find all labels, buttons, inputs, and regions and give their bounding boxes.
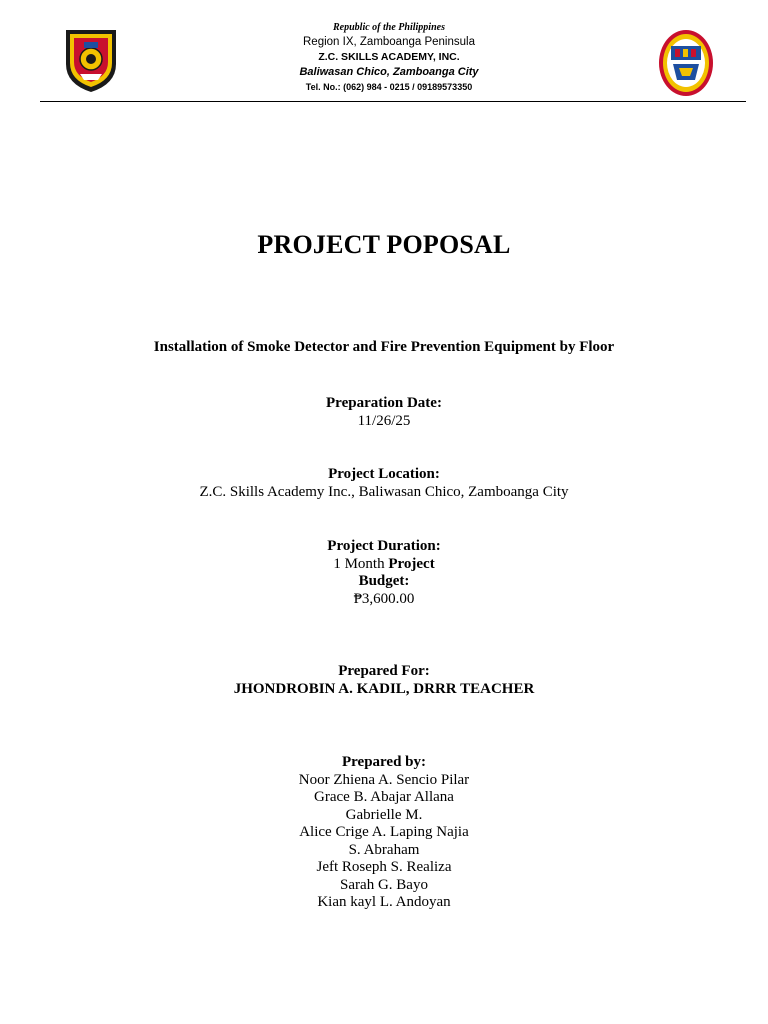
budget-label-part1: Project bbox=[388, 555, 435, 572]
prepared-for-value: JHONDROBIN A. KADIL, DRRR TEACHER bbox=[233, 680, 535, 697]
author-name: Kian kayl L. Andoyan bbox=[317, 894, 451, 910]
author-name: Jeft Roseph S. Realiza bbox=[316, 859, 452, 875]
header-divider bbox=[40, 101, 746, 102]
author-name: Grace B. Abajar Allana bbox=[314, 789, 454, 805]
budget-value: ₱3,600.00 bbox=[353, 590, 415, 607]
project-duration-section bbox=[0, 538, 768, 608]
school-address: Baliwasan Chico, Zamboanga City bbox=[299, 66, 479, 78]
telephone-line: Tel. No.: (062) 984 - 0215 / 09189573350 bbox=[305, 82, 473, 92]
letterhead-text bbox=[234, 20, 544, 95]
preparation-date-value: 11/26/25 bbox=[357, 412, 411, 429]
author-name: S. Abraham bbox=[348, 841, 420, 858]
preparation-date-label: Preparation Date: bbox=[326, 395, 442, 411]
region-line: Region IX, Zamboanga Peninsula bbox=[303, 36, 475, 48]
letterhead bbox=[0, 0, 768, 104]
republic-line: Republic of the Philippines bbox=[333, 22, 445, 33]
school-name: Z.C. SKILLS ACADEMY, INC. bbox=[318, 51, 460, 63]
author-name: Sarah G. Bayo bbox=[340, 876, 428, 893]
author-name: Noor Zhiena A. Sencio Pilar bbox=[298, 771, 470, 788]
project-duration-label: Project Duration: bbox=[327, 538, 441, 554]
project-location-section bbox=[0, 466, 768, 501]
project-subtitle: Installation of Smoke Detector and Fire Prevention Equipment by Floor bbox=[153, 339, 615, 355]
budget-label-part2: Budget: bbox=[358, 573, 410, 589]
prepared-by-section bbox=[0, 754, 768, 912]
prepared-by-label: Prepared by: bbox=[341, 754, 427, 770]
school-seal-logo bbox=[62, 24, 120, 94]
project-location-value: Z.C. Skills Academy Inc., Baliwasan Chico, Zamboanga City bbox=[199, 483, 569, 500]
deped-seal-logo bbox=[657, 28, 715, 98]
prepared-for-label: Prepared For: bbox=[338, 663, 430, 679]
project-duration-value: 1 Month bbox=[333, 555, 385, 572]
duration-line bbox=[0, 556, 768, 574]
project-location-label: Project Location: bbox=[328, 466, 440, 482]
prepared-for-section bbox=[0, 663, 768, 698]
document-title: PROJECT POPOSAL bbox=[257, 230, 511, 259]
preparation-date-section bbox=[0, 395, 768, 430]
author-name: Gabrielle M. bbox=[345, 806, 423, 823]
author-name: Alice Crige A. Laping Najia bbox=[299, 824, 469, 840]
